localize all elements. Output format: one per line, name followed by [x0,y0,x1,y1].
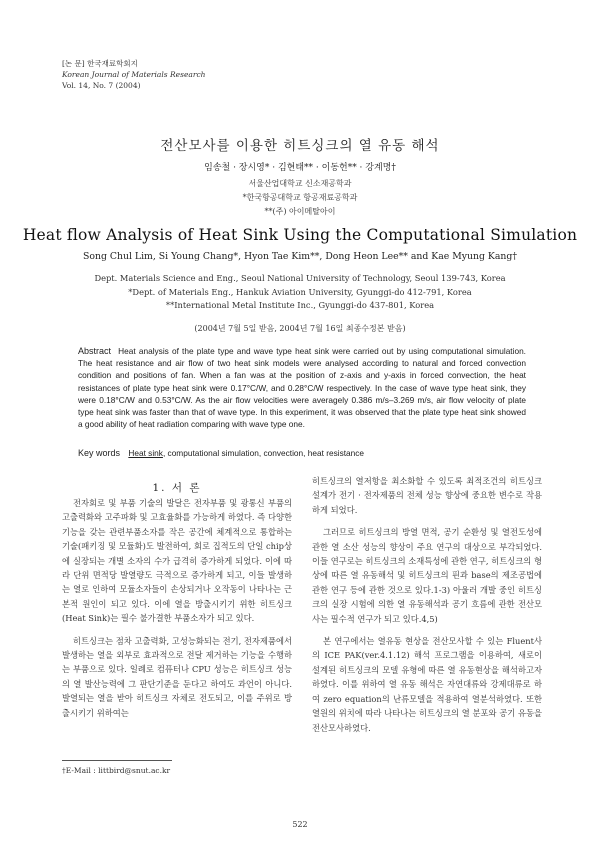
abstract-label: Abstract [78,346,112,356]
journal-header-line2: Korean Journal of Materials Research [62,70,206,79]
right-column [312,474,542,743]
footnote-email: †E-Mail : littbird@snut.ac.kr [62,766,171,775]
paragraph: 전자회로 및 부품 기술의 발달은 전자부품 및 광통신 부품의 고출력화와 고주파화 및 고효율화를 가능하게 하였다. 즉 다양한 기능을 갖는 관련부품소자를 작은 공간에 체계적으로 통합하는 기술(패키징 및 모듈화)도 발전하여, 회로 집적도의 단일 chip상에 실장되는 개별 소자의 수가 급격히 증가하게 되었다. 이에 따라 단위 면적당 발열량도 극적으로 증가하게 되고, 이들 발생하는 열로 인하여 모듈소자들이 손상되거나 오작동이 나타나는 근본적 원인이 되고 있다. 이에 열을 방출시키기 위한 히트싱크(Heat Sink)는 필수 불가결한 부품소자가 되고 있다. [62,498,292,624]
keywords-label: Key words [78,448,121,458]
section-heading: 1. 서 론 [152,482,202,494]
abstract [78,345,526,430]
left-column [62,496,292,728]
journal-header-line1: [논 문] 한국재료학회지 [62,59,138,68]
english-title: Heat flow Analysis of Heat Sink Using the Computational Simulation [22,226,578,244]
english-affiliation: Dept. Materials Science and Eng., Seoul National University of Technology, Seoul 139-743, Korea [94,273,506,283]
keywords-rest: , computational simulation, convection, heat resistance [162,448,365,458]
korean-affiliation: *한국항공대학교 항공재료공학과 [242,193,358,202]
english-affiliations [0,272,600,313]
korean-affiliations [0,177,600,219]
abstract-text: Heat analysis of the plate type and wave type heat sink were carried out by using computational simulation. The heat resistance and air flow of two heat sink models were analysed according to natural and forced convection condition and positions of fan. When a fan was at the position of z-axis and y-axis in forced convection, the heat resistances of plate type heat sink were 0.17°C/W, and 0.28°C/W respectively. In the case of wave type heat sink, they were 0.18°C/W and 0.53°C/W. As the air flow velocities were averagely 0.386 m/s–3.269 m/s, air flow velocity of plate type heat sink was faster than that of wave type. In this experiment, it was observed that the plate type heat sink showed a good ability of heat radiation comparing with wave type one. [78,346,526,430]
korean-affiliation: **(주) 아이메탈아이 [264,207,336,216]
keyword-first: Heat sink [128,448,163,458]
english-affiliation: **International Metal Institute Inc., Gyunggi-do 437-801, Korea [165,300,435,310]
paragraph: 본 연구에서는 열유동 현상을 전산모사할 수 있는 Fluent사의 ICE PAK(ver.4.1.12) 해석 프로그램을 이용하여, 새로이 설계된 히트싱크의 모델 유형에 따른 열 유동현상을 해석하고자 하였다. 이를 위하여 열 유동 해석은 자연대류와 강제대류로 하여 zero equation의 난류모델을 적용하여 열분석하였다. 또한 열원의 위치에 따라 나타나는 히트싱크의 열 분포와 공기 유동을 전산모사하였다. [312,636,542,733]
received-dates: (2004년 7월 5일 받음, 2004년 7월 16일 최종수정본 받음) [194,324,406,333]
page-number: 522 [292,820,308,829]
korean-title: 전산모사를 이용한 히트싱크의 열 유동 해석 [160,138,440,154]
korean-authors: 임송철 · 장시영* · 김현태** · 이동헌** · 강계명† [204,163,396,173]
paragraph: 히트싱크의 열저항을 최소화할 수 있도록 최적조건의 히트싱크 설계가 전기 · 전자제품의 전체 성능 향상에 중요한 변수로 작용하게 되었다. [312,476,542,515]
journal-header-line3: Vol. 14, No. 7 (2004) [62,81,141,90]
paragraph: 그러므로 히트싱크의 방열 면적, 공기 순환성 및 열전도성에 관한 열 소산 성능의 향상이 주요 연구의 대상으로 부각되었다. 이들 연구로는 히트싱크의 소재특성에 관한 연구, 히트싱크의 형상에 따른 열 유동해석 및 히트싱크의 핀과 base의 제조공법에 관한 연구 등에 관한 것으로 있다.1-3) 아울러 개발 중인 히트싱크의 실장 시험에 의한 열 유동해석과 공기 흐름에 관한 전산모사는 필수적 연구가 되고 있다.4,5) [312,527,542,624]
english-affiliation: *Dept. of Materials Eng., Hankuk Aviation University, Gyunggi-do 412-791, Korea [128,286,472,297]
footnote-rule [62,760,172,761]
keywords [78,448,538,458]
english-authors: Song Chul Lim, Si Young Chang*, Hyon Tae Kim**, Dong Heon Lee** and Kae Myung Kang† [83,251,517,262]
paragraph: 히트싱크는 점차 고출력화, 고성능화되는 전기, 전자제품에서 발생하는 열을 외부로 효과적으로 전달 제거하는 기능을 수행하는 부품으로 있다. 일례로 컴퓨터나 CPU 성능은 히트싱크 성능의 열 발산능력에 그 판단기준을 둔다고 하여도 과언이 아니다. 발열되는 열을 받아 히트싱크 자체로 전도되고, 이를 주위로 방출시키기 위하여는 [62,635,292,718]
journal-header [62,58,205,91]
korean-affiliation: 서울산업대학교 신소재공학과 [248,179,352,188]
